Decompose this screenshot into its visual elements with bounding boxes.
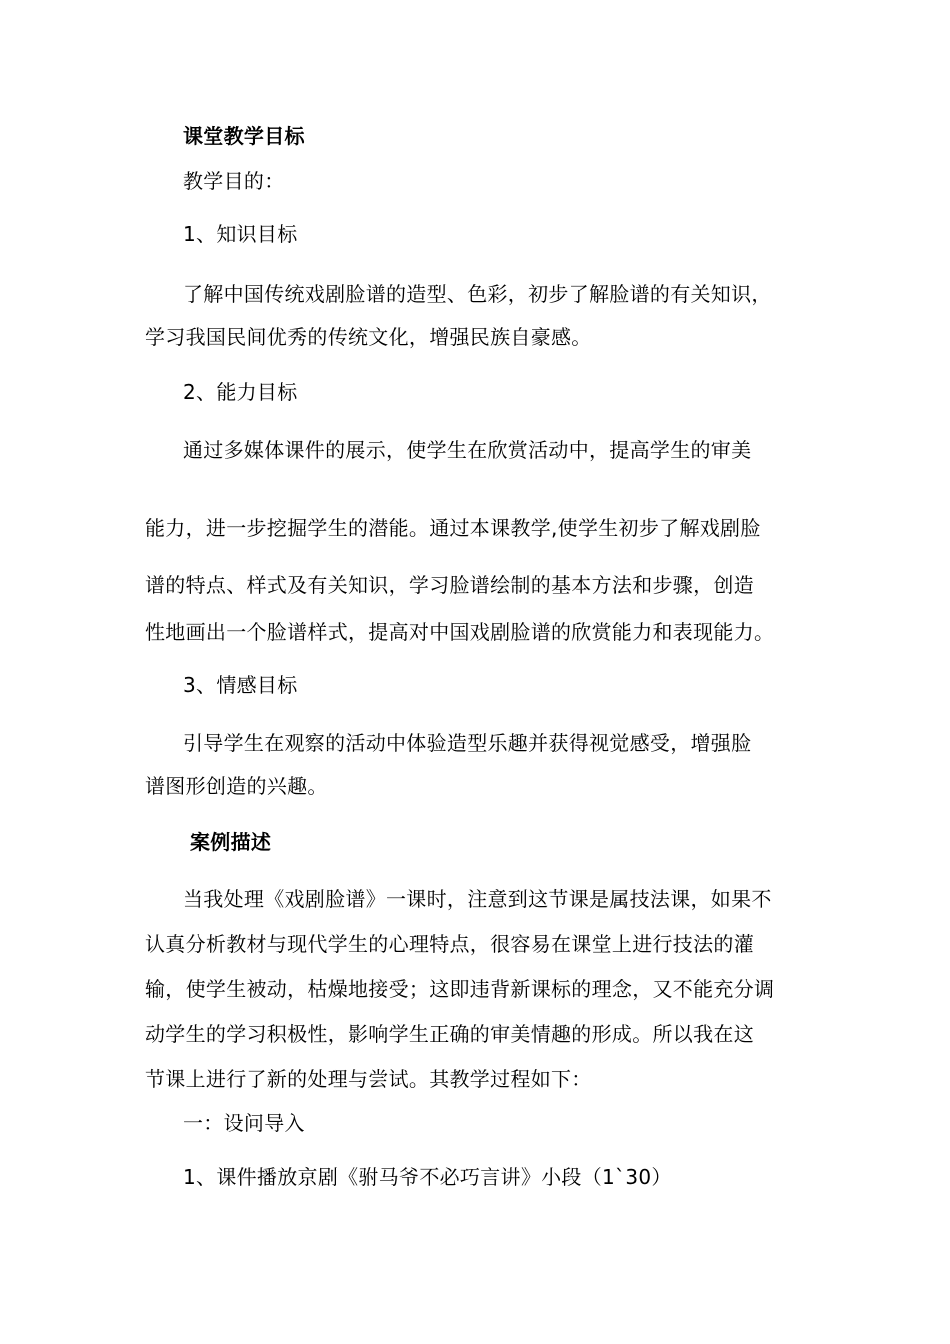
section-ability-line-2: 能力，进一步挖掘学生的潜能。通过本课教学,使学生初步了解戏剧脸 [145, 516, 761, 540]
section-ability-line-3: 谱的特点、样式及有关知识，学习脸谱绘制的基本方法和步骤，创造 [145, 573, 754, 597]
section-knowledge-title: 1、知识目标 [183, 222, 298, 246]
case-line-1: 当我处理《戏剧脸谱》一课时，注意到这节课是属技法课，如果不 [183, 887, 772, 911]
case-line-3: 输，使学生被动，枯燥地接受；这即违背新课标的理念，又不能充分调 [145, 977, 775, 1001]
section-emotion-line-1: 引导学生在观察的活动中体验造型乐趣并获得视觉感受，增强脸 [183, 731, 752, 755]
section-knowledge-line-2: 学习我国民间优秀的传统文化，增强民族自豪感。 [145, 325, 592, 349]
section-ability-line-4: 性地画出一个脸谱样式，提高对中国戏剧脸谱的欣赏能力和表现能力。 [145, 620, 775, 644]
step-one-item-1: 1、课件播放京剧《驸马爷不必巧言讲》小段（1`30） [183, 1165, 672, 1189]
section-ability-title: 2、能力目标 [183, 380, 298, 404]
case-line-5: 节课上进行了新的处理与尝试。其教学过程如下： [145, 1067, 592, 1091]
heading-classroom-objectives: 课堂教学目标 [183, 124, 305, 148]
section-ability-line-1: 通过多媒体课件的展示，使学生在欣赏活动中，提高学生的审美 [183, 438, 752, 462]
section-emotion-line-2: 谱图形创造的兴趣。 [145, 774, 328, 798]
step-one-title: 一：设问导入 [183, 1111, 305, 1135]
section-emotion-title: 3、情感目标 [183, 673, 298, 697]
case-line-2: 认真分析教材与现代学生的心理特点，很容易在课堂上进行技法的灌 [145, 932, 754, 956]
case-line-4: 动学生的学习积极性，影响学生正确的审美情趣的形成。所以我在这 [145, 1022, 754, 1046]
heading-case-description: 案例描述 [190, 830, 272, 854]
section-knowledge-line-1: 了解中国传统戏剧脸谱的造型、色彩，初步了解脸谱的有关知识， [183, 282, 772, 306]
teaching-purpose-label: 教学目的： [183, 169, 285, 193]
